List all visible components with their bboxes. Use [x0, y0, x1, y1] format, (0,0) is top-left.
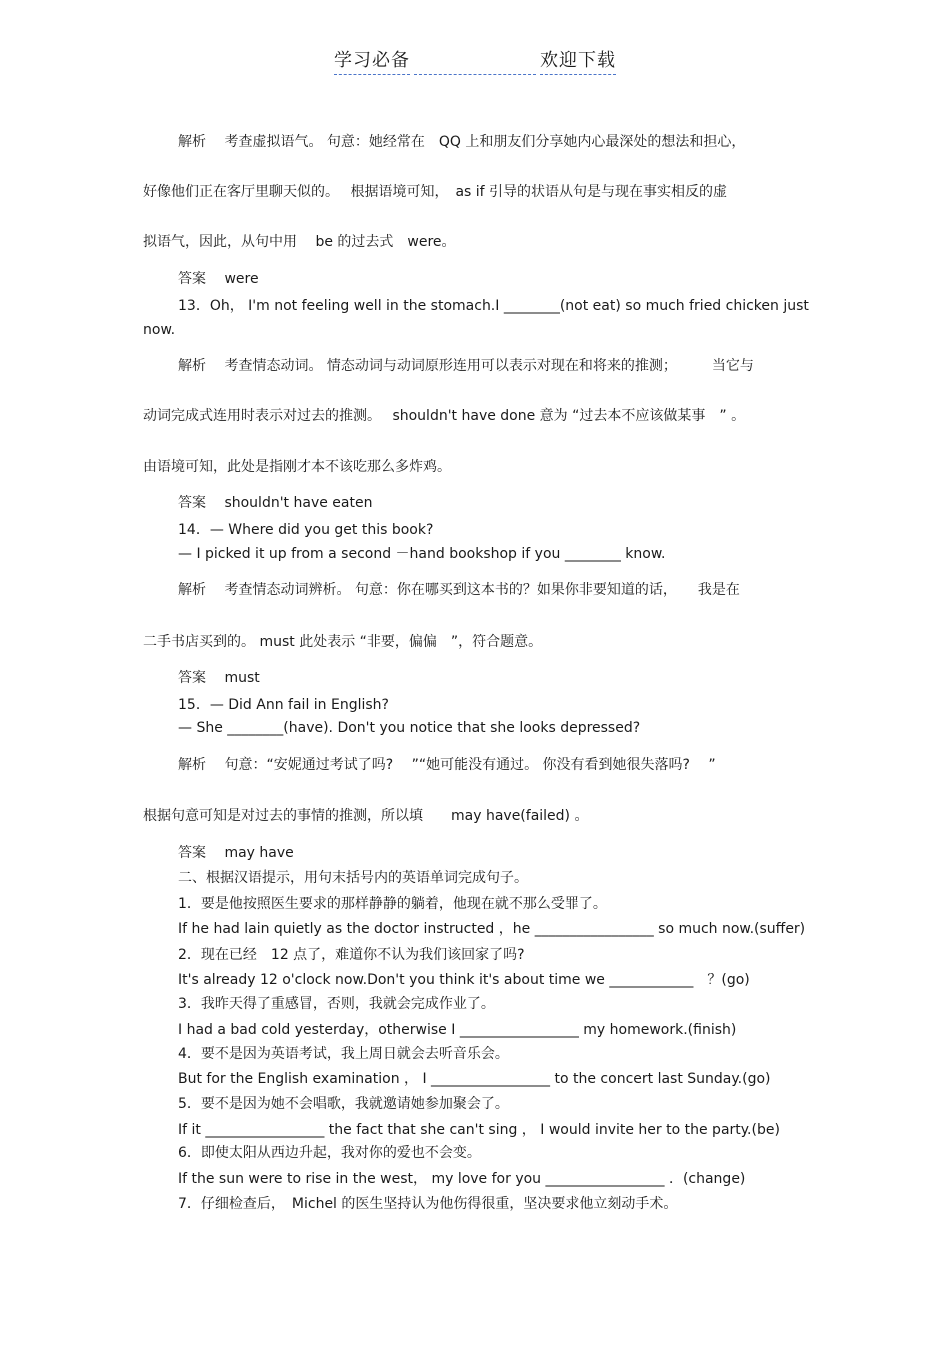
exercise-2-sentence: It's already 12 o'clock now.Don't you think it's about time we ____________ ？(go) [178, 972, 750, 988]
analysis-15-line-1: 解析 句意：“安妮通过考试了吗? ”“她可能没有通过。 你没有看到她很失落吗? ” [178, 757, 716, 773]
page-header [0, 46, 950, 75]
analysis-14-line-2: 二手书店买到的。 must 此处表示 “非要，偏偏 ”，符合题意。 [143, 634, 543, 650]
question-13-line-1: 13．Oh， I'm not feeling well in the stomach.I ________(not eat) so much fried chicken just [178, 298, 809, 314]
exercise-6-sentence: If the sun were to rise in the west， my love for you _________________ ．(change) [178, 1171, 746, 1187]
exercise-7-prompt: 7．仔细检查后， Michel 的医生坚持认为他伤得很重，坚决要求他立刻动手术。 [178, 1196, 678, 1212]
question-15-line-1: 15．— Did Ann fail in English? [178, 697, 389, 713]
header-right: 欢迎下载 [540, 46, 616, 75]
answer-13: 答案 shouldn't have eaten [178, 495, 373, 511]
exercise-4-prompt: 4．要不是因为英语考试，我上周日就会去听音乐会。 [178, 1046, 509, 1062]
exercise-6-prompt: 6．即使太阳从西边升起，我对你的爱也不会变。 [178, 1145, 481, 1161]
answer-12: 答案 were [178, 271, 259, 287]
exercise-3-prompt: 3．我昨天得了重感冒，否则，我就会完成作业了。 [178, 996, 495, 1012]
analysis-12-line-3: 拟语气，因此，从句中用 be 的过去式 were。 [143, 234, 456, 250]
answer-15: 答案 may have [178, 845, 294, 861]
question-14-line-2: — I picked it up from a second －hand bookshop if you ________ know. [178, 546, 666, 562]
section-2-heading: 二、根据汉语提示，用句末括号内的英语单词完成句子。 [178, 870, 528, 886]
question-14-line-1: 14．— Where did you get this book? [178, 522, 434, 538]
analysis-13-line-1: 解析 考查情态动词。 情态动词与动词原形连用可以表示对现在和将来的推测； 当它与 [178, 358, 754, 374]
exercise-2-prompt: 2．现在已经 12 点了，难道你不认为我们该回家了吗? [178, 947, 525, 963]
analysis-12-line-2: 好像他们正在客厅里聊天似的。 根据语境可知， as if 引导的状语从句是与现在事实相反的虚 [143, 184, 728, 200]
analysis-15-line-2: 根据句意可知是对过去的事情的推测，所以填 may have(failed) 。 [143, 808, 589, 824]
exercise-1-sentence: If he had lain quietly as the doctor instructed ，he _________________ so much now.(suffer) [178, 921, 806, 937]
question-13-line-2: now. [143, 322, 176, 338]
header-left: 学习必备 [334, 46, 410, 75]
exercise-5-sentence: If it _________________ the fact that she can't sing ， I would invite her to the party.(be) [178, 1122, 780, 1138]
exercise-5-prompt: 5．要不是因为她不会唱歌，我就邀请她参加聚会了。 [178, 1096, 509, 1112]
answer-14: 答案 must [178, 670, 260, 686]
question-15-line-2: — She ________(have). Don't you notice that she looks depressed? [178, 720, 641, 736]
analysis-13-line-2: 动词完成式连用时表示对过去的推测。 shouldn't have done 意为 “过去本不应该做某事 ” 。 [143, 408, 746, 424]
exercise-4-sentence: But for the English examination ， I _________________ to the concert last Sunday.(go) [178, 1071, 771, 1087]
analysis-14-line-1: 解析 考查情态动词辨析。 句意：你在哪买到这本书的？如果你非要知道的话， 我是在 [178, 582, 740, 598]
analysis-13-line-3: 由语境可知，此处是指刚才本不该吃那么多炸鸡。 [143, 459, 451, 475]
header-divider [414, 56, 536, 75]
exercise-1-prompt: 1．要是他按照医生要求的那样静静的躺着，他现在就不那么受罪了。 [178, 896, 607, 912]
exercise-3-sentence: I had a bad cold yesterday，otherwise I _________________ my homework.(finish) [178, 1022, 737, 1038]
analysis-12-line-1: 解析 考查虚拟语气。 句意：她经常在 QQ 上和朋友们分享她内心最深处的想法和担心， [178, 134, 746, 150]
